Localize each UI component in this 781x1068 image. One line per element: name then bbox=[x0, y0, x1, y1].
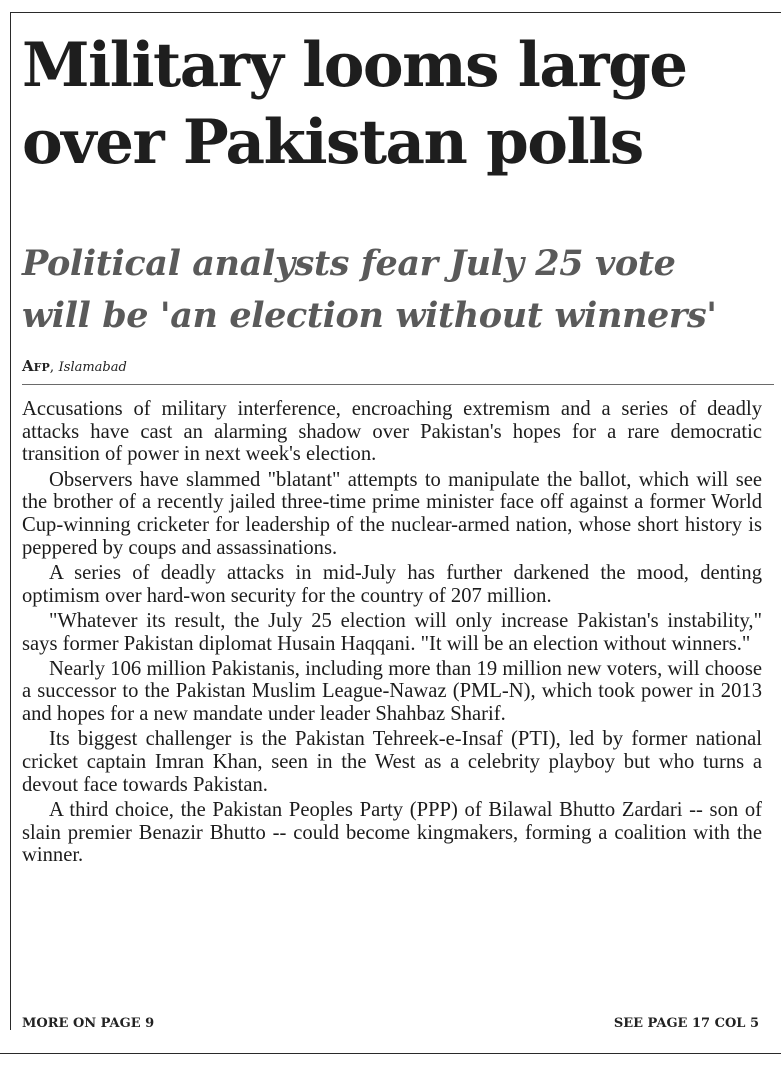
subheadline-line-1: Political analysts fear July 25 vote bbox=[22, 243, 676, 284]
byline bbox=[22, 357, 127, 377]
more-on-page-link: MORE ON PAGE 9 bbox=[22, 1016, 155, 1031]
article-paragraph: Accusations of military interference, encroaching extremism and a series of deadly attacks have cast an alarming shadow over Pakistan's hopes for a rare democratic transition of power in next week's election. bbox=[22, 398, 762, 466]
bottom-rule bbox=[0, 1053, 781, 1054]
byline-separator: , bbox=[49, 359, 55, 375]
byline-rule bbox=[22, 384, 774, 385]
article-paragraph: A third choice, the Pakistan Peoples Party (PPP) of Bilawal Bhutto Zardari -- son of slain premier Benazir Bhutto -- could become kingmakers, forming a coalition with the winner. bbox=[22, 798, 762, 867]
article-paragraph: Observers have slammed "blatant" attempts to manipulate the ballot, which will see the brother of a recently jailed three-time prime minister face off against a former World Cup-winning cricketer for leadership of the nuclear-armed nation, whose short history is peppered by coups and assassinations. bbox=[22, 468, 762, 559]
top-rule bbox=[10, 12, 781, 13]
byline-place: Islamabad bbox=[58, 360, 127, 375]
headline-line-2: over Pakistan polls bbox=[22, 107, 643, 178]
article-paragraph: A series of deadly attacks in mid-July has further darkened the mood, denting optimism over hard-won security for the country of 207 million. bbox=[22, 561, 762, 607]
headline bbox=[22, 27, 772, 181]
subheadline bbox=[22, 238, 772, 342]
article-paragraph: Its biggest challenger is the Pakistan Tehreek-e-Insaf (PTI), led by former national cricket captain Imran Khan, seen in the West as a celebrity playboy but who turns a devout face towards Pakistan. bbox=[22, 728, 762, 796]
article-paragraph: Nearly 106 million Pakistanis, including more than 19 million new voters, will choose a successor to the Pakistan Muslim League-Nawaz (PML-N), which took power in 2013 and hopes for a new mandate under leader Shahbaz Sharif. bbox=[22, 657, 762, 726]
article-body bbox=[22, 398, 762, 870]
left-column-rule bbox=[10, 12, 11, 1030]
byline-agency: Afp bbox=[22, 357, 50, 375]
subheadline-line-2: will be 'an election without winners' bbox=[22, 295, 717, 336]
article-paragraph: "Whatever its result, the July 25 election will only increase Pakistan's instability," says former Pakistan diplomat Husain Haqqani. "It will be an election without winners." bbox=[22, 609, 762, 655]
see-page-reference: SEE PAGE 17 COL 5 bbox=[613, 1016, 759, 1031]
headline-line-1: Military looms large bbox=[22, 30, 687, 101]
